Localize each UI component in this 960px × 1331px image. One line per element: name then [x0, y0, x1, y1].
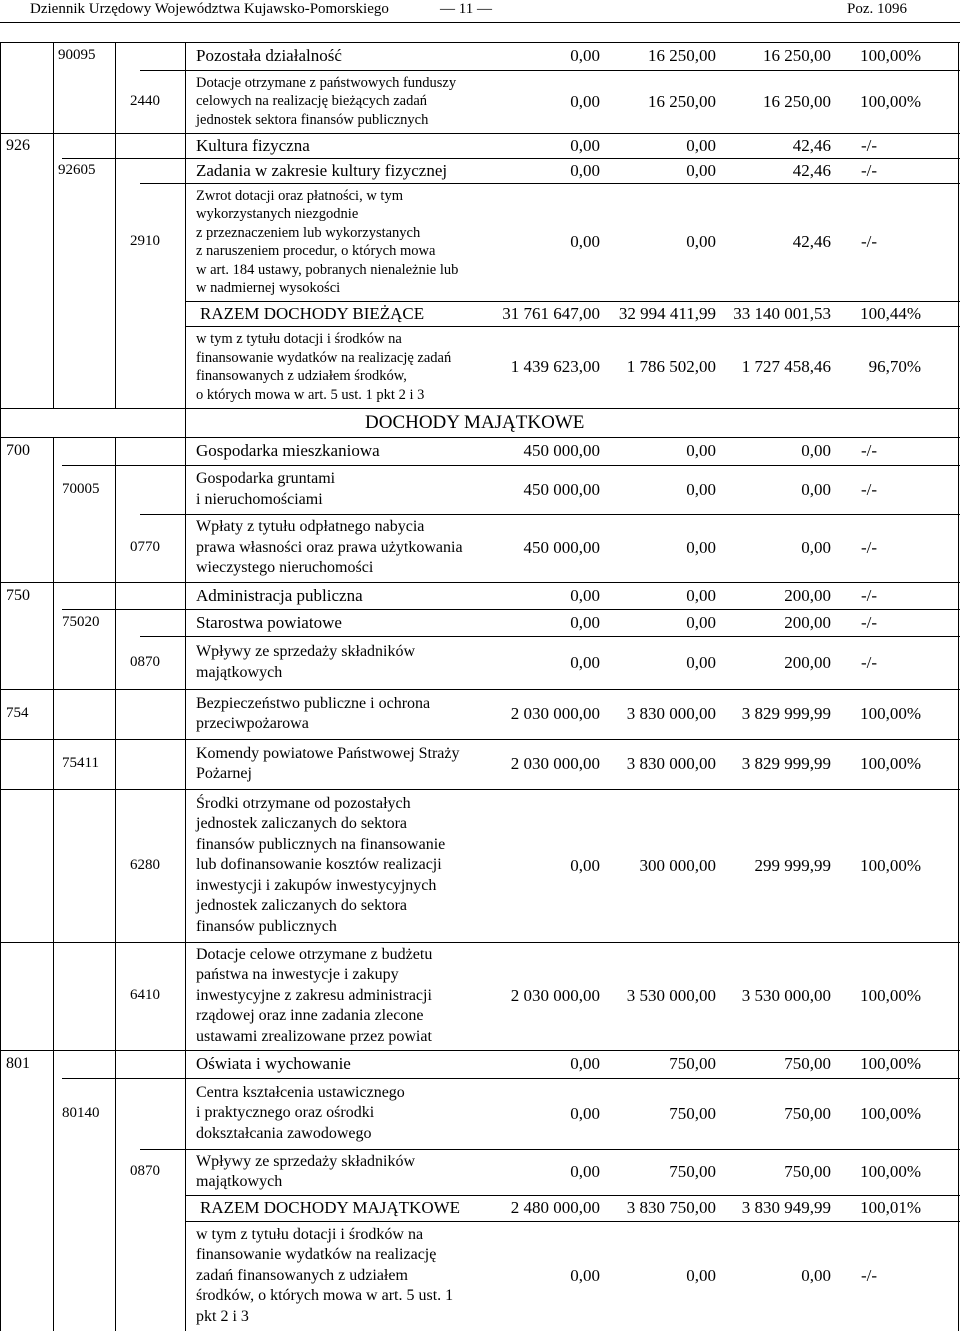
value-v4: -/-: [861, 160, 878, 180]
value-v1: 2 480 000,00: [510, 1198, 600, 1217]
value-v3: 200,00: [784, 652, 831, 672]
column-divider: [0, 42, 1, 1331]
row-divider: [0, 408, 960, 409]
row-divider: [62, 465, 960, 466]
paragraf-code: 2910: [130, 233, 160, 249]
value-v1: 0,00: [570, 46, 600, 65]
value-v4: 100,00%: [860, 704, 921, 723]
row-name: Zadania w zakresie kultury fizycznej: [196, 160, 448, 180]
value-v2: 300 000,00: [639, 855, 716, 875]
value-v3: 16 250,00: [763, 91, 831, 111]
value-v4: -/-: [861, 232, 878, 251]
position-number: Poz. 1096: [847, 1, 907, 17]
value-v4: 100,00%: [860, 1103, 921, 1123]
row-divider: [185, 1195, 960, 1196]
value-v1: 450 000,00: [523, 441, 600, 460]
value-v2: 3 830 000,00: [626, 754, 716, 773]
rozdzial-code: 90095: [58, 47, 96, 63]
column-divider: [115, 437, 116, 1331]
dzial-code: 700: [6, 442, 30, 459]
value-v4: 100,00%: [860, 46, 921, 65]
value-v3: 1 727 458,46: [741, 357, 831, 376]
value-v2: 0,00: [686, 232, 716, 251]
value-v4: 100,00%: [860, 1054, 921, 1073]
value-v4: 100,44%: [860, 303, 921, 323]
value-v4: -/-: [861, 479, 878, 499]
value-v2: 0,00: [686, 652, 716, 672]
value-v1: 0,00: [570, 135, 600, 155]
paragraf-code: 2440: [130, 92, 160, 109]
row-divider: [0, 42, 960, 43]
row-name: Wpłaty z tytułu odpłatnego nabycia prawa własności oraz prawa użytkowania wieczystego nieruchomości: [196, 518, 463, 577]
journal-title: Dziennik Urzędowy Województwa Kujawsko-Pomorskiego: [30, 1, 389, 17]
value-v1: 2 030 000,00: [510, 754, 600, 773]
value-v1: 450 000,00: [523, 479, 600, 499]
row-name: Starostwa powiatowe: [196, 612, 342, 632]
value-v1: 31 761 647,00: [502, 303, 600, 323]
value-v1: 0,00: [570, 160, 600, 180]
row-divider: [185, 326, 960, 327]
value-v2: 3 530 000,00: [626, 986, 716, 1005]
value-v4: 96,70%: [868, 357, 921, 376]
dzial-code: 750: [6, 586, 30, 604]
value-v2: 0,00: [686, 1266, 716, 1285]
dzial-code: 754: [6, 705, 29, 721]
row-divider: [0, 689, 960, 690]
value-v2: 0,00: [686, 160, 716, 180]
value-v1: 0,00: [570, 585, 600, 605]
value-v2: 0,00: [686, 479, 716, 499]
value-v2: 0,00: [686, 612, 716, 632]
value-v4: -/-: [861, 585, 878, 605]
value-v4: -/-: [861, 538, 878, 557]
row-name: Gospodarka mieszkaniowa: [196, 441, 380, 460]
value-v3: 0,00: [801, 538, 831, 557]
value-v2: 0,00: [686, 441, 716, 460]
value-v2: 1 786 502,00: [626, 357, 716, 376]
row-name: Oświata i wychowanie: [196, 1054, 351, 1073]
row-divider: [140, 514, 960, 515]
value-v2: 750,00: [669, 1054, 716, 1073]
value-v3: 0,00: [801, 441, 831, 460]
row-divider: [140, 636, 960, 637]
row-name: Bezpieczeństwo publiczne i ochrona przeciwpożarowa: [196, 694, 431, 732]
row-name: w tym z tytułu dotacji i środków na finansowanie wydatków na realizację zadań finansowanych z udziałem środków, o których mowa w art. 5 ust. 1 pkt 2 i 3: [196, 1225, 454, 1325]
value-v4: 100,00%: [860, 1162, 921, 1181]
value-v4: 100,00%: [860, 986, 921, 1005]
row-divider: [0, 789, 960, 790]
row-name: Środki otrzymane od pozostałych jednostek zaliczanych do sektora finansów publicznych na finansowanie lub dofinansowanie kosztów realizacji inwestycji i zakupów inwestycyjnych jednostek zaliczanych do sektora finansów publicznych: [196, 794, 446, 935]
value-v3: 3 830 949,99: [741, 1198, 831, 1217]
paragraf-code: 6280: [130, 856, 160, 873]
dzial-code: 926: [6, 136, 30, 154]
value-v3: 42,46: [792, 160, 831, 180]
value-v1: 0,00: [570, 1054, 600, 1073]
row-name: Administracja publiczna: [196, 585, 363, 605]
column-divider: [958, 42, 959, 1331]
row-name: Zwrot dotacji oraz płatności, w tym wykorzystanych niezgodnie z przeznaczeniem lub wykorzystanych z naruszeniem procedur, o których mowa w art. 184 ustawy, pobranych nienależnie lub w nadmiernej wysokości: [196, 187, 459, 296]
rozdzial-code: 75411: [62, 755, 99, 771]
value-v2: 750,00: [669, 1162, 716, 1181]
paragraf-code: 0870: [130, 653, 160, 670]
row-name: Dotacje celowe otrzymane z budżetu państwa na inwestycje i zakupy inwestycyjne z zakresu administracji rządowej oraz inne zadania zlecone ustawami zrealizowane przez powiat: [196, 945, 433, 1045]
value-v3: 200,00: [784, 585, 831, 605]
row-name: Dotacje otrzymane z państwowych funduszy celowych na realizację bieżących zadań jednostek sektora finansów publicznych: [196, 74, 457, 128]
paragraf-code: 6410: [130, 987, 160, 1003]
value-v2: 3 830 000,00: [626, 704, 716, 723]
row-name: Centra kształcenia ustawicznego i praktycznego oraz ośrodki dokształcania zawodowego: [196, 1083, 405, 1142]
row-divider: [185, 1221, 960, 1222]
row-divider: [0, 942, 960, 943]
value-v4: -/-: [861, 612, 878, 632]
value-v2: 16 250,00: [648, 91, 716, 111]
value-v4: -/-: [861, 135, 878, 155]
rozdzial-code: 70005: [62, 480, 100, 497]
value-v3: 33 140 001,53: [733, 303, 831, 323]
paragraf-code: 0870: [130, 1163, 160, 1179]
value-v2: 0,00: [686, 135, 716, 155]
row-name: Pozostała działalność: [196, 46, 342, 65]
value-v3: 3 829 999,99: [741, 754, 831, 773]
row-name: RAZEM DOCHODY BIEŻĄCE: [200, 303, 425, 323]
row-name: Wpływy ze sprzedaży składników majątkowych: [196, 1152, 416, 1190]
value-v2: 0,00: [686, 538, 716, 557]
value-v1: 2 030 000,00: [510, 986, 600, 1005]
row-name: RAZEM DOCHODY MAJĄTKOWE: [200, 1198, 461, 1217]
value-v3: 42,46: [792, 135, 831, 155]
value-v4: -/-: [861, 1266, 878, 1285]
value-v4: 100,00%: [860, 855, 921, 875]
value-v3: 16 250,00: [763, 46, 831, 65]
value-v4: 100,00%: [860, 754, 921, 773]
value-v1: 0,00: [570, 652, 600, 672]
rozdzial-code: 75020: [62, 613, 100, 630]
column-divider: [185, 42, 186, 1331]
value-v1: 0,00: [570, 1162, 600, 1181]
row-name: Kultura fizyczna: [196, 135, 310, 155]
value-v1: 450 000,00: [523, 538, 600, 557]
dzial-code: 801: [6, 1055, 30, 1072]
value-v3: 3 829 999,99: [741, 704, 831, 723]
column-divider: [53, 437, 54, 1331]
row-name: Wpływy ze sprzedaży składników majątkowych: [196, 643, 416, 681]
page-header: [0, 0, 960, 23]
paragraf-code: 0770: [130, 539, 160, 555]
value-v3: 42,46: [792, 232, 831, 251]
row-name: Komendy powiatowe Państwowej Straży Pożarnej: [196, 744, 460, 782]
page-number: — 11 —: [440, 1, 492, 17]
value-v3: 750,00: [784, 1162, 831, 1181]
value-v3: 750,00: [784, 1103, 831, 1123]
row-divider: [62, 609, 960, 610]
value-v3: 0,00: [801, 1266, 831, 1285]
column-divider: [53, 42, 54, 408]
row-divider: [62, 1078, 960, 1079]
value-v3: 3 530 000,00: [741, 986, 831, 1005]
row-divider: [140, 70, 960, 71]
row-name: w tym z tytułu dotacji i środków na finansowanie wydatków na realizację zadań finansowanych z udziałem środków, o których mowa w art. 5 ust. 1 pkt 2 i 3: [196, 331, 452, 403]
section-title: DOCHODY MAJĄTKOWE: [365, 412, 585, 433]
column-divider: [115, 42, 116, 408]
row-divider: [0, 437, 960, 438]
value-v1: 0,00: [570, 91, 600, 111]
value-v1: 0,00: [570, 855, 600, 875]
value-v4: 100,01%: [860, 1198, 921, 1217]
value-v1: 2 030 000,00: [510, 704, 600, 723]
value-v1: 0,00: [570, 1103, 600, 1123]
value-v2: 3 830 750,00: [626, 1198, 716, 1217]
value-v2: 16 250,00: [648, 46, 716, 65]
row-divider: [140, 1149, 960, 1150]
row-divider: [0, 582, 960, 583]
value-v3: 200,00: [784, 612, 831, 632]
value-v1: 0,00: [570, 232, 600, 251]
row-divider: [140, 183, 960, 184]
rozdzial-code: 92605: [58, 161, 96, 178]
value-v1: 1 439 623,00: [510, 357, 600, 376]
value-v3: 0,00: [801, 479, 831, 499]
value-v2: 0,00: [686, 585, 716, 605]
row-divider: [0, 1050, 960, 1051]
value-v2: 32 994 411,99: [618, 303, 716, 323]
value-v4: -/-: [861, 652, 878, 672]
value-v4: -/-: [861, 441, 878, 460]
rozdzial-code: 80140: [62, 1104, 100, 1121]
value-v1: 0,00: [570, 1266, 600, 1285]
row-name: Gospodarka gruntami i nieruchomościami: [196, 470, 336, 508]
value-v2: 750,00: [669, 1103, 716, 1123]
value-v3: 299 999,99: [754, 855, 831, 875]
row-divider: [0, 739, 960, 740]
value-v1: 0,00: [570, 612, 600, 632]
value-v4: 100,00%: [860, 91, 921, 111]
value-v3: 750,00: [784, 1054, 831, 1073]
